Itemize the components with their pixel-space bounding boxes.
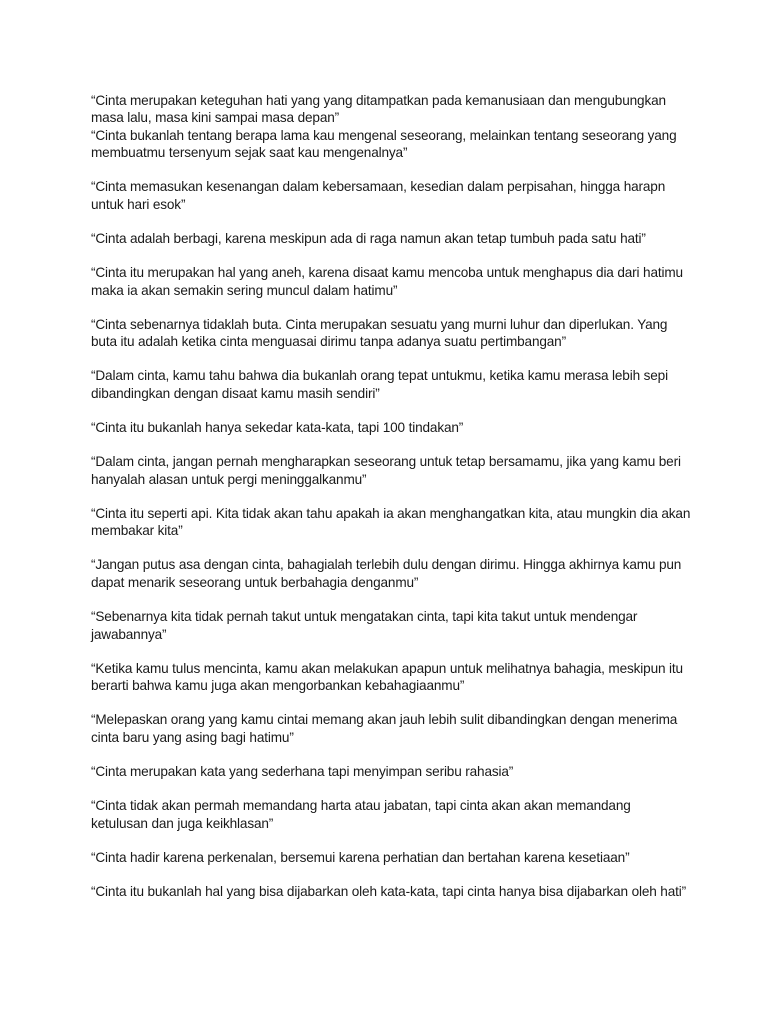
quote-5: “Cinta itu merupakan hal yang aneh, karena disaat kamu mencoba untuk menghapus dia dari hatimu maka ia akan semakin sering muncul dalam hatimu”	[91, 265, 683, 298]
quote-14: “Melepaskan orang yang kamu cintai memang akan jauh lebih sulit dibandingkan dengan menerima cinta baru yang asing bagi hatimu”	[91, 712, 678, 745]
quote-10: “Cinta itu seperti api. Kita tidak akan tahu apakah ia akan menghangatkan kita, atau mungkin dia akan membakar kita”	[91, 505, 691, 539]
quote-17: “Cinta hadir karena perkenalan, bersemui karena perhatian dan bertahan karena kesetiaan”	[91, 849, 630, 865]
quote-15: “Cinta merupakan kata yang sederhana tapi menyimpan seribu rahasia”	[91, 763, 514, 779]
quote-18: “Cinta itu bukanlah hal yang bisa dijabarkan oleh kata-kata, tapi cinta hanya bisa dijabarkan oleh hati”	[91, 883, 686, 899]
quote-8: “Cinta itu bukanlah hanya sekedar kata-kata, tapi 100 tindakan”	[91, 420, 464, 436]
quote-7: “Dalam cinta, kamu tahu bahwa dia bukanlah orang tepat untukmu, ketika kamu merasa lebih sepi dibandingkan dengan disaat kamu masih sendiri”	[91, 368, 668, 401]
quote-4: “Cinta adalah berbagi, karena meskipun ada di raga namun akan tetap tumbuh pada satu hati”	[91, 231, 646, 247]
quote-3: “Cinta memasukan kesenangan dalam kebersamaan, kesedian dalam perpisahan, hingga harapn untuk hari esok”	[91, 179, 666, 212]
quote-1: “Cinta merupakan keteguhan hati yang yang ditampatkan pada kemanusiaan dan mengubungkan masa lalu, masa kini sampai masa depan”	[91, 93, 666, 126]
quote-list	[91, 92, 691, 900]
quote-13: “Ketika kamu tulus mencinta, kamu akan melakukan apapun untuk melihatnya bahagia, meskipun itu berarti bahwa kamu juga akan mengorbankan kebahagiaanmu”	[91, 660, 683, 694]
quote-16: “Cinta tidak akan permah memandang harta atau jabatan, tapi cinta akan akan memandang ketulusan dan juga keikhlasan”	[91, 798, 631, 831]
quote-9: “Dalam cinta, jangan pernah mengharapkan seseorang untuk tetap bersamamu, jika yang kamu beri hanyalah alasan untuk pergi meninggalkanmu”	[91, 454, 681, 487]
quote-11: “Jangan putus asa dengan cinta, bahagialah terlebih dulu dengan dirimu. Hingga akhirnya kamu pun dapat menarik seseorang untuk berbahagia denganmu”	[91, 557, 682, 590]
quote-2: “Cinta bukanlah tentang berapa lama kau mengenal seseorang, melainkan tentang seseorang yang membuatmu tersenyum sejak saat kau mengenalnya”	[91, 127, 677, 161]
quote-12: “Sebenarnya kita tidak pernah takut untuk mengatakan cinta, tapi kita takut untuk mendengar jawabannya”	[91, 609, 638, 642]
quote-6: “Cinta sebenarnya tidaklah buta. Cinta merupakan sesuatu yang murni luhur dan diperlukan. Yang buta itu adalah ketika cinta menguasai dirimu tanpa adanya suatu pertimbangan”	[91, 316, 668, 350]
